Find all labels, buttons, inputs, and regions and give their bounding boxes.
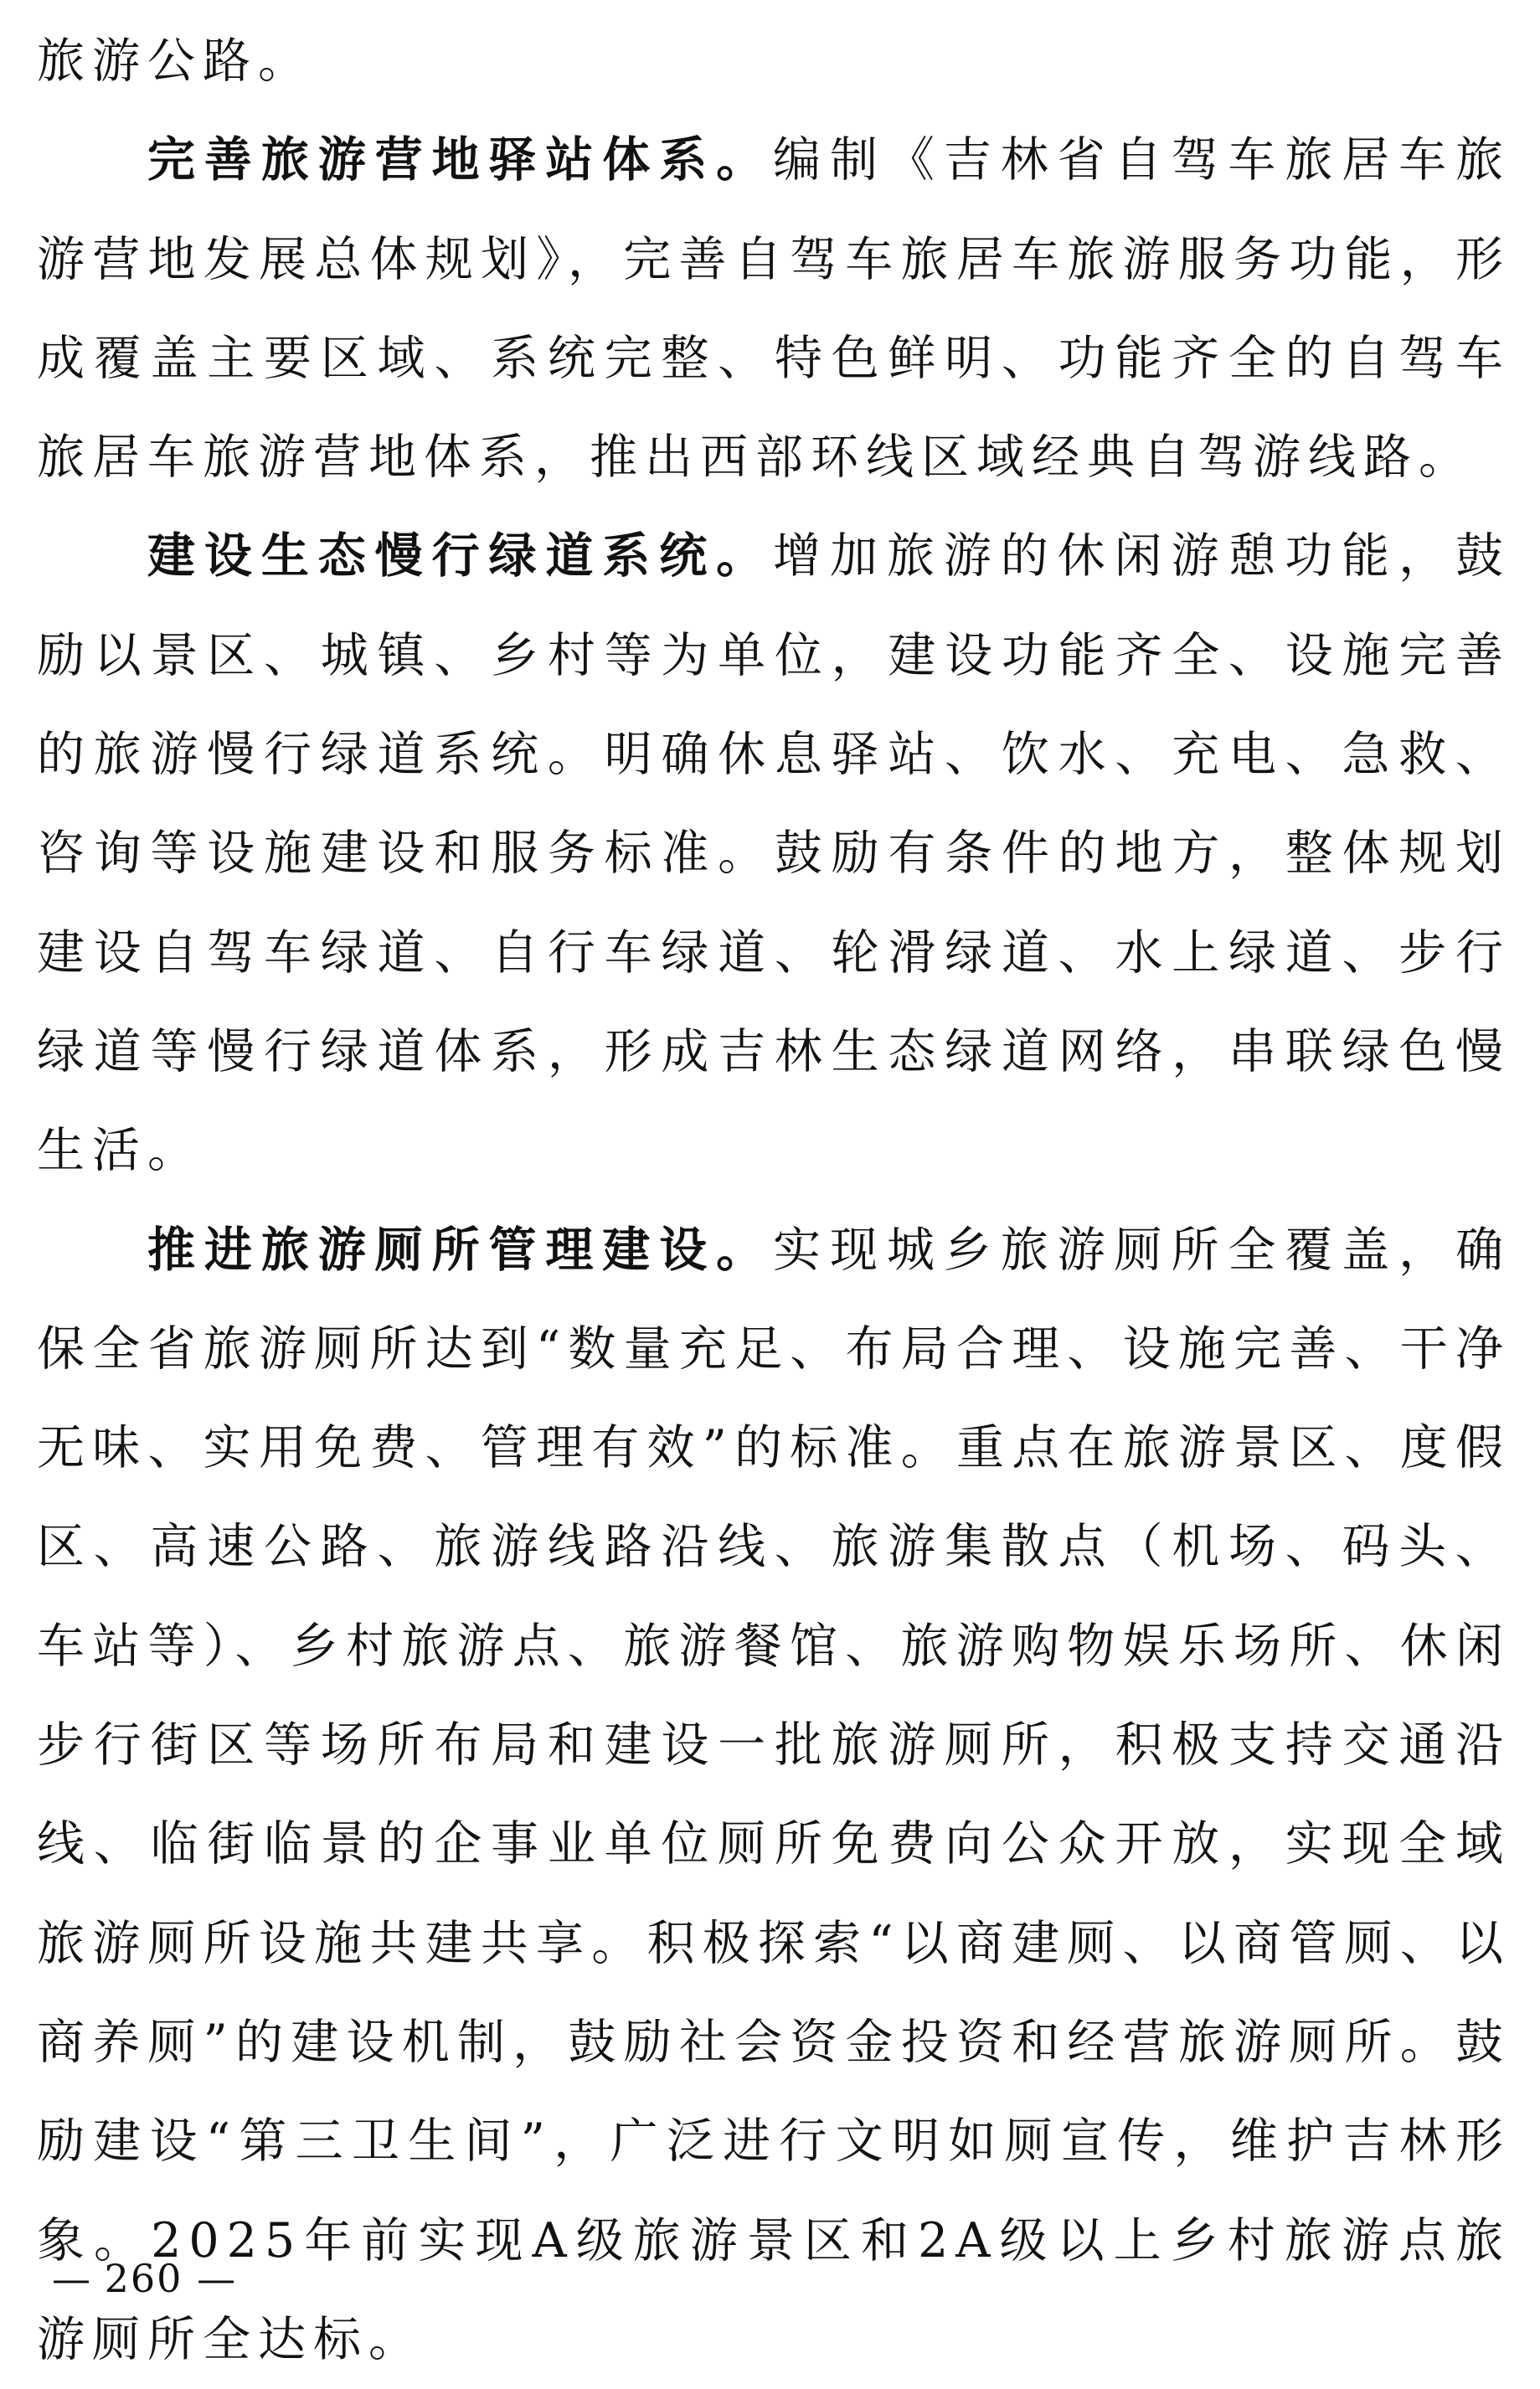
paragraph-text: 旅游公路。 xyxy=(37,33,313,89)
page-number: 260 xyxy=(104,2256,183,2301)
paragraph-heading: 完善旅游营地驿站体系。 xyxy=(147,131,774,188)
paragraph-heading: 推进旅游厕所管理建设。 xyxy=(147,1221,774,1278)
paragraph-campsites xyxy=(37,111,1511,507)
footer-dash-left: — xyxy=(52,2256,90,2301)
paragraph-greenways xyxy=(37,507,1511,1200)
paragraph-toilets xyxy=(37,1201,1511,2389)
body-text xyxy=(37,12,1511,2389)
paragraph-continuation xyxy=(37,12,1511,111)
page-footer xyxy=(52,2256,236,2301)
paragraph-text: 增加旅游的休闲游憩功能，鼓励以景区、城镇、乡村等为单位，建设功能齐全、设施完善的旅游慢行绿道系统。明确休息驿站、饮水、充电、急救、咨询等设施建设和服务标准。鼓励有条件的地方，整体规划建设自驾车绿道、自行车绿道、轮滑绿道、水上绿道、步行绿道等慢行绿道体系，形成吉林生态绿道网络，串联绿色慢生活。 xyxy=(37,528,1512,1179)
paragraph-heading: 建设生态慢行绿道系统。 xyxy=(147,528,774,584)
paragraph-text: 编制《吉林省自驾车旅居车旅游营地发展总体规划》，完善自驾车旅居车旅游服务功能，形成覆盖主要区域、系统完整、特色鲜明、功能齐全的自驾车旅居车旅游营地体系，推出西部环线区域经典自驾游线路。 xyxy=(37,132,1512,486)
footer-dash-right: — xyxy=(197,2256,236,2301)
paragraph-text: 实现城乡旅游厕所全覆盖，确保全省旅游厕所达到“数量充足、布局合理、设施完善、干净无味、实用免费、管理有效”的标准。重点在旅游景区、度假区、高速公路、旅游线路沿线、旅游集散点（机场、码头、车站等）、乡村旅游点、旅游餐馆、旅游购物娱乐场所、休闲步行街区等场所布局和建设一批旅游厕所，积极支持交通沿线、临街临景的企事业单位厕所免费向公众开放，实现全域旅游厕所设施共建共享。积极探索“以商建厕、以商管厕、以商养厕”的建设机制，鼓励社会资金投资和经营旅游厕所。鼓励建设“第三卫生间”，广泛进行文明如厕宣传，维护吉林形象。2025年前实现A级旅游景区和2A级以上乡村旅游点旅游厕所全达标。 xyxy=(37,1222,1512,2367)
